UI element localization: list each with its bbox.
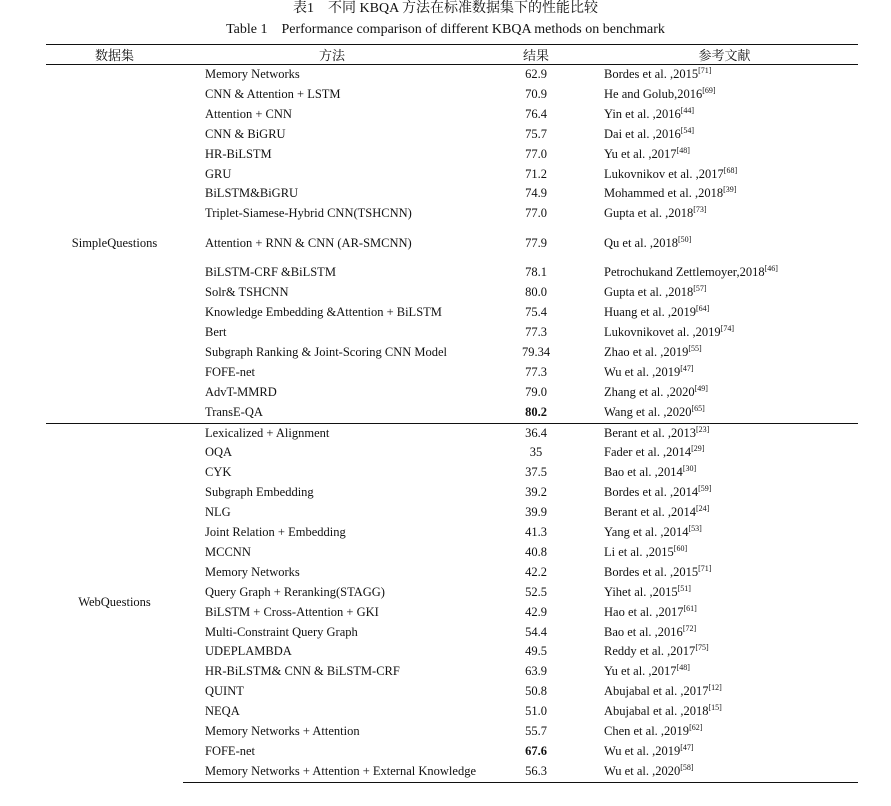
result-cell: 51.0 — [525, 704, 547, 719]
citation-number: [62] — [689, 723, 703, 733]
method-cell: Lexicalized + Alignment — [183, 423, 481, 443]
citation-number: [73] — [693, 205, 707, 215]
reference-cell — [591, 184, 858, 204]
citation-number: [46] — [764, 264, 778, 274]
citation-number: [44] — [680, 105, 695, 115]
reference-text: Zhang et al. ,2020 — [604, 384, 695, 399]
citation-number: [72] — [682, 623, 697, 633]
result-cell: 37.5 — [525, 465, 547, 480]
method-cell: BiLSTM-CRF &BiLSTM — [205, 265, 336, 280]
method-cell: Subgraph Ranking & Joint-Scoring CNN Model — [205, 344, 448, 359]
reference-text: Wu et al. ,2019 — [604, 744, 681, 758]
reference-cell — [591, 702, 858, 722]
result-cell: 39.2 — [525, 485, 547, 500]
citation-number: [49] — [694, 383, 708, 393]
method-cell: TransE-QA — [205, 404, 263, 419]
reference-text: Bordes et al. ,2015 — [604, 564, 699, 579]
reference-cell — [591, 543, 858, 563]
reference-cell — [591, 443, 858, 463]
method-cell: NLG — [205, 505, 231, 520]
citation-number: [24] — [696, 504, 710, 514]
citation-number: [55] — [688, 343, 702, 353]
header-reference: 参考文献 — [591, 45, 858, 65]
method-cell: Memory Networks + Attention — [205, 724, 360, 739]
result-cell: 50.8 — [525, 684, 547, 699]
method-cell: QUINT — [205, 684, 244, 699]
citation-number: [69] — [702, 85, 716, 95]
citation-number: [48] — [676, 145, 690, 155]
method-cell: Memory Networks — [205, 67, 300, 81]
reference-text: Gupta et al. ,2018 — [604, 206, 694, 221]
reference-text: Wu et al. ,2020 — [604, 763, 681, 778]
method-cell: BiLSTM&BiGRU — [205, 186, 299, 201]
method-cell: Bert — [205, 324, 227, 339]
table-row — [46, 423, 858, 443]
citation-number: [64] — [696, 304, 710, 314]
reference-cell — [591, 483, 858, 503]
reference-cell — [591, 603, 858, 623]
result-cell: 56.3 — [481, 762, 591, 782]
method-cell: AdvT-MMRD — [205, 384, 277, 399]
reference-cell — [591, 722, 858, 742]
reference-text: Wu et al. ,2019 — [604, 364, 681, 379]
method-cell: NEQA — [205, 704, 240, 719]
citation-number: [39] — [723, 185, 737, 195]
reference-cell — [591, 742, 858, 762]
result-cell: 35 — [529, 445, 543, 460]
result-cell: 55.7 — [525, 724, 547, 739]
table-row — [46, 65, 858, 85]
reference-cell — [591, 682, 858, 702]
citation-number: [71] — [698, 66, 712, 75]
citation-number: [58] — [680, 762, 694, 772]
result-cell: 77.3 — [525, 364, 547, 379]
result-cell: 54.4 — [525, 624, 547, 639]
result-cell: 71.2 — [525, 166, 547, 181]
result-cell: 42.9 — [525, 604, 547, 619]
citation-number: [53] — [688, 524, 702, 534]
result-cell: 79.34 — [521, 344, 551, 359]
result-cell: 80.2 — [525, 404, 547, 419]
method-cell: HR-BiLSTM& CNN & BiLSTM-CRF — [205, 664, 400, 679]
reference-text: Mohammed et al. ,2018 — [604, 186, 724, 201]
method-cell: Attention + CNN — [205, 106, 292, 121]
result-cell: 75.4 — [525, 305, 547, 320]
citation-number: [65] — [691, 403, 705, 413]
reference-cell — [591, 563, 858, 583]
reference-text: Bao et al. ,2014 — [604, 465, 683, 480]
reference-cell — [591, 383, 858, 403]
reference-cell — [591, 403, 858, 423]
result-cell: 42.2 — [525, 564, 547, 579]
reference-cell — [591, 503, 858, 523]
reference-text: Hao et al. ,2017 — [604, 604, 684, 619]
result-cell: 70.9 — [525, 86, 547, 101]
method-cell: CNN & Attention + LSTM — [205, 86, 341, 101]
result-cell: 77.0 — [525, 206, 547, 221]
result-cell: 77.9 — [525, 235, 547, 250]
method-cell: FOFE-net — [205, 744, 255, 758]
reference-text: Abujabal et al. ,2018 — [604, 704, 709, 719]
citation-number: [59] — [698, 484, 712, 494]
reference-cell — [591, 85, 858, 105]
table-body — [46, 65, 858, 783]
method-cell: BiLSTM + Cross-Attention + GKI — [205, 604, 379, 619]
citation-number: [12] — [708, 683, 722, 693]
reference-cell — [591, 642, 858, 662]
method-cell: FOFE-net — [205, 364, 255, 379]
citation-number: [30] — [682, 464, 697, 474]
citation-number: [61] — [683, 603, 697, 613]
reference-text: Yu et al. ,2017 — [604, 146, 677, 161]
reference-text: Lukovnikovet al. ,2019 — [604, 324, 721, 339]
method-cell: Solr& TSHCNN — [205, 285, 289, 300]
citation-number: [68] — [723, 165, 738, 175]
result-cell: 67.6 — [525, 744, 547, 758]
reference-cell — [591, 523, 858, 543]
result-cell: 77.3 — [525, 324, 547, 339]
reference-text: Zhao et al. ,2019 — [604, 344, 689, 359]
citation-number: [51] — [677, 583, 691, 593]
reference-text: Yin et al. ,2016 — [604, 106, 681, 121]
method-cell: Triplet-Siamese-Hybrid CNN(TSHCNN) — [205, 206, 412, 221]
reference-text: Berant et al. ,2013 — [604, 425, 696, 440]
header-method: 方法 — [183, 45, 481, 65]
result-cell: 49.5 — [525, 644, 547, 659]
kbqa-comparison-table — [46, 44, 858, 783]
reference-cell — [591, 204, 858, 224]
reference-cell — [591, 165, 858, 185]
citation-number: [60] — [673, 543, 688, 553]
method-cell: Multi-Constraint Query Graph — [205, 624, 358, 639]
reference-cell — [591, 623, 858, 643]
method-cell: Memory Networks — [205, 564, 300, 579]
citation-number: [57] — [693, 284, 707, 294]
reference-text: Wang et al. ,2020 — [604, 404, 692, 419]
method-cell: UDEPLAMBDA — [205, 644, 292, 659]
result-cell: 79.0 — [525, 384, 547, 399]
result-cell: 52.5 — [525, 584, 547, 599]
reference-text: Bao et al. ,2016 — [604, 624, 683, 639]
result-cell: 76.4 — [525, 106, 547, 121]
result-cell: 41.3 — [525, 525, 547, 540]
citation-number: [54] — [680, 125, 695, 135]
reference-cell — [591, 145, 858, 165]
header-dataset: 数据集 — [46, 45, 183, 65]
citation-number: [75] — [695, 643, 709, 653]
citation-number: [47] — [680, 743, 694, 752]
reference-text: Yu et al. ,2017 — [604, 664, 677, 679]
method-cell: Subgraph Embedding — [205, 485, 314, 500]
reference-text: Yihet al. ,2015 — [604, 584, 678, 599]
reference-text: Huang et al. ,2019 — [604, 305, 696, 320]
result-cell: 40.8 — [525, 544, 547, 559]
citation-number: [50] — [677, 234, 692, 244]
reference-cell — [591, 224, 858, 263]
reference-cell — [591, 283, 858, 303]
method-cell: Joint Relation + Embedding — [205, 525, 346, 540]
reference-text: Berant et al. ,2014 — [604, 505, 696, 520]
result-cell: 75.7 — [525, 126, 547, 141]
citation-number: [29] — [691, 444, 705, 454]
reference-text: Yang et al. ,2014 — [604, 525, 689, 540]
result-cell: 77.0 — [525, 146, 547, 161]
reference-cell — [591, 363, 858, 383]
method-cell: Query Graph + Reranking(STAGG) — [205, 584, 385, 599]
header-result: 结果 — [481, 45, 591, 65]
reference-text: Dai et al. ,2016 — [604, 126, 681, 141]
dataset-cell: WebQuestions — [46, 423, 183, 782]
reference-text: Gupta et al. ,2018 — [604, 285, 694, 300]
reference-text: Chen et al. ,2019 — [604, 724, 690, 739]
reference-text: Reddy et al. ,2017 — [604, 644, 696, 659]
result-cell: 78.1 — [525, 265, 547, 280]
result-cell: 74.9 — [525, 186, 547, 201]
citation-number: [48] — [676, 663, 690, 673]
reference-cell — [591, 343, 858, 363]
reference-cell — [591, 105, 858, 125]
method-cell: CYK — [205, 465, 232, 480]
method-cell: CNN & BiGRU — [205, 126, 286, 141]
reference-text: Bordes et al. ,2014 — [604, 485, 699, 500]
reference-cell — [591, 583, 858, 603]
reference-cell — [591, 423, 858, 443]
reference-text: Lukovnikov et al. ,2017 — [604, 166, 724, 181]
reference-text: He and Golub,2016 — [604, 86, 703, 101]
reference-cell — [591, 463, 858, 483]
result-cell: 63.9 — [525, 664, 547, 679]
method-cell: GRU — [205, 166, 232, 181]
table-caption-cn: 表1 不同 KBQA 方法在标准数据集下的性能比较 — [293, 1, 598, 16]
reference-text: Abujabal et al. ,2017 — [604, 684, 709, 699]
reference-text: Qu et al. ,2018 — [604, 235, 678, 250]
method-cell: HR-BiLSTM — [205, 146, 272, 161]
method-cell: Attention + RNN & CNN (AR-SMCNN) — [205, 236, 412, 250]
result-cell: 36.4 — [481, 423, 591, 443]
citation-number: [71] — [698, 563, 712, 573]
method-cell: MCCNN — [205, 544, 251, 559]
header-row — [46, 45, 858, 65]
citation-number: [15] — [708, 703, 722, 713]
citation-number: [23] — [696, 424, 710, 434]
citation-number: [74] — [720, 323, 734, 333]
table-caption-en: Table 1 Performance comparison of different KBQA methods on benchmark — [226, 22, 665, 37]
reference-cell — [591, 662, 858, 682]
dataset-cell: SimpleQuestions — [71, 235, 158, 250]
result-cell: 80.0 — [525, 285, 547, 300]
reference-text: Petrochukand Zettlemoyer,2018 — [604, 265, 765, 280]
reference-cell — [591, 762, 858, 782]
reference-cell — [591, 125, 858, 145]
reference-cell — [591, 65, 858, 85]
reference-text: Bordes et al. ,2015 — [604, 67, 699, 81]
reference-text: Fader et al. ,2014 — [604, 445, 692, 460]
result-cell: 39.9 — [525, 505, 547, 520]
method-cell: Knowledge Embedding &Attention + BiLSTM — [205, 305, 442, 320]
reference-cell — [591, 263, 858, 283]
reference-text: Li et al. ,2015 — [604, 544, 674, 559]
reference-cell — [591, 323, 858, 343]
citation-number: [47] — [680, 363, 694, 373]
reference-cell — [591, 303, 858, 323]
result-cell: 62.9 — [525, 67, 547, 81]
method-cell: OQA — [205, 445, 233, 460]
method-cell: Memory Networks + Attention + External Knowledge — [183, 762, 481, 782]
